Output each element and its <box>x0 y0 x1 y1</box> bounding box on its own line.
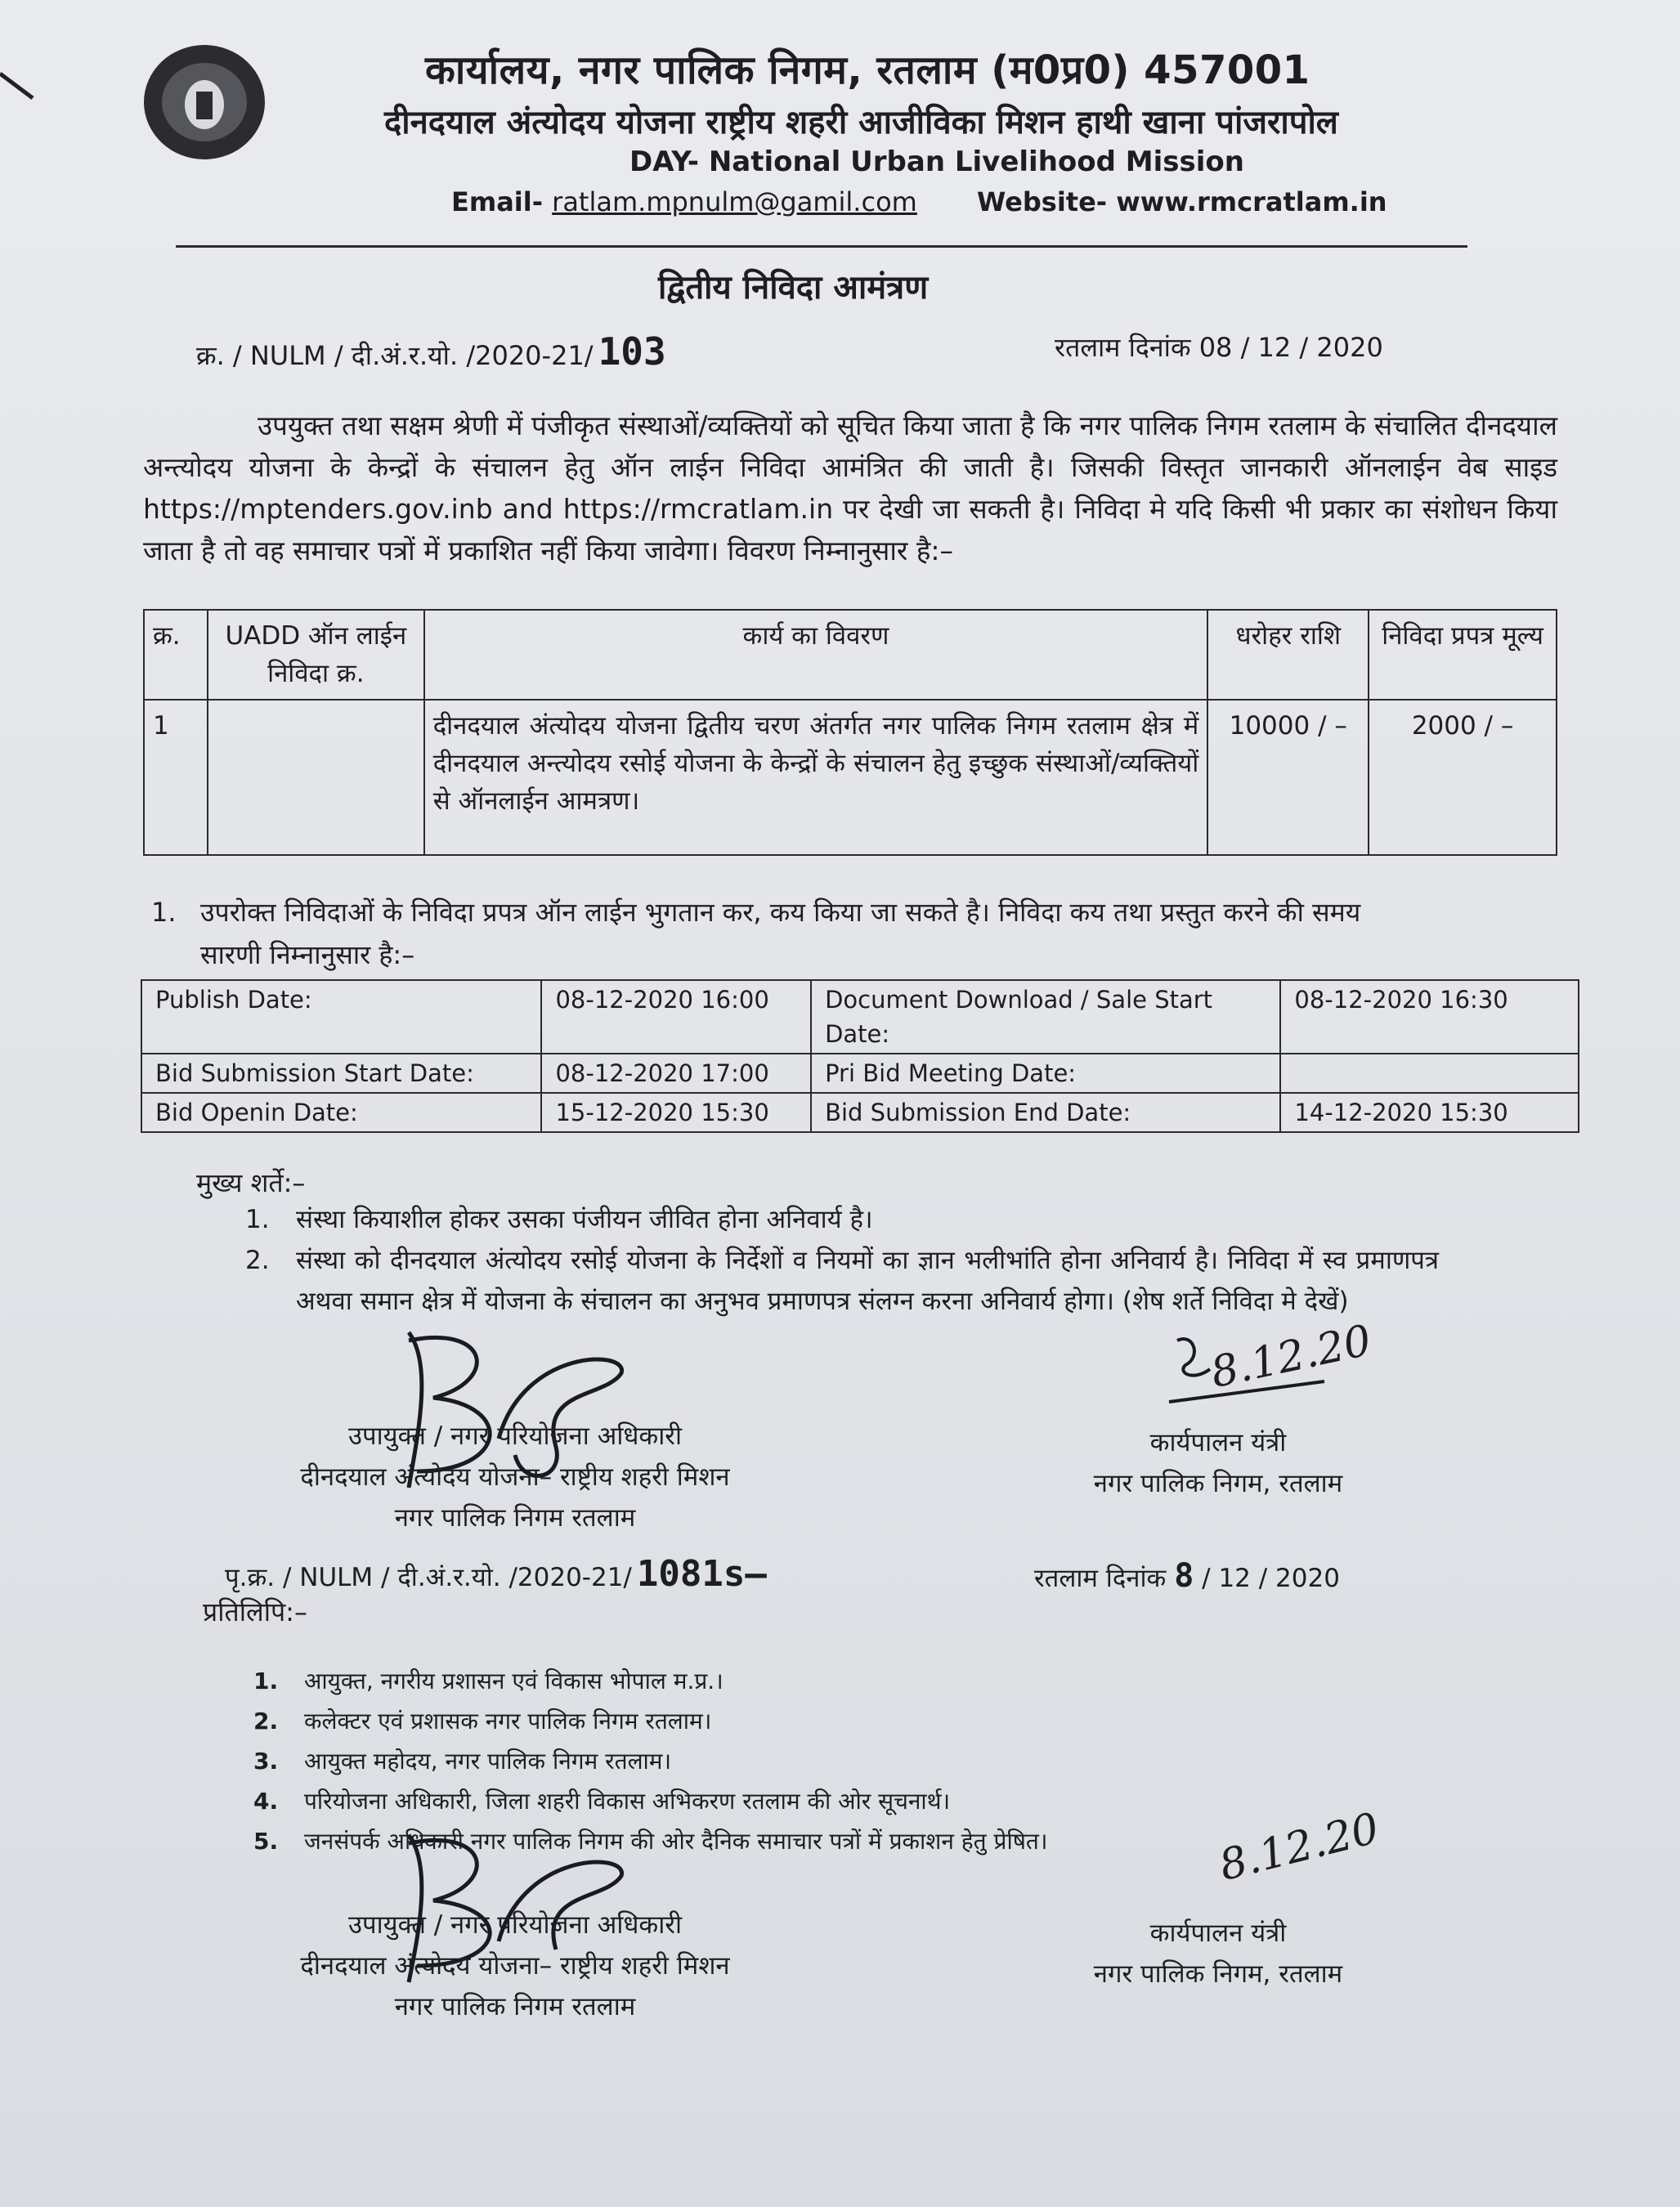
schedule-value: 08-12-2020 16:30 <box>1280 980 1579 1054</box>
endorsement-number <box>225 1553 767 1595</box>
email-label: Email- <box>451 186 544 217</box>
schedule-label: Publish Date: <box>141 980 541 1054</box>
mission-heading-english: DAY- National Urban Livelihood Mission <box>629 145 1244 178</box>
signatory-dept: दीनदयाल अंत्योदय योजना– राष्ट्रीय शहरी मिशन <box>300 1951 730 1981</box>
schedule-value: 08-12-2020 16:00 <box>541 980 811 1054</box>
signatory-title: उपायुक्त / नगर परियोजना अधिकारी <box>348 1421 682 1451</box>
tender-table <box>143 609 1557 856</box>
list-number: 3. <box>253 1748 279 1775</box>
schedule-value: 15-12-2020 15:30 <box>541 1093 811 1132</box>
copies-heading: प्रतिलिपि:– <box>203 1596 307 1627</box>
website-link[interactable]: Website- www.rmcratlam.in <box>977 186 1387 217</box>
col-work-description: कार्य का विवरण <box>424 610 1208 700</box>
table-row <box>141 980 1579 1054</box>
signatory-left <box>188 1416 842 1538</box>
signatory-title: कार्यपालन यंत्री <box>1149 1428 1287 1457</box>
reference-prefix: क्र. / NULM / दी.अं.र.यो. /2020-21/ <box>196 340 594 371</box>
list-item <box>253 1781 1316 1821</box>
tender-table-header <box>144 610 1557 700</box>
list-item <box>245 1240 1439 1322</box>
schedule-value: 08-12-2020 17:00 <box>541 1054 811 1093</box>
schedule-label: Document Download / Sale Start Date: <box>811 980 1280 1054</box>
endorsement-handwritten-number: 1081s– <box>636 1553 767 1595</box>
conditions-heading: मुख्य शर्ते:– <box>196 1167 306 1198</box>
list-text: कलेक्टर एवं प्रशासक नगर पालिक निगम रतलाम। <box>304 1708 712 1735</box>
signatory-org: नगर पालिक निगम रतलाम <box>394 1992 636 2021</box>
table-row <box>141 1054 1579 1093</box>
intro-paragraph: उपयुक्त तथा सक्षम श्रेणी में पंजीकृत संस्थाओं/व्यक्तियों को सूचित किया जाता है कि नगर पालिक निगम रतलाम के संचालित दीनदयाल अन्त्योदय योजना के केन्द्रों के संचालन हेतु ऑन लाईन निविदा आमंत्रित की जाती है। जिसकी विस्तृत जानकारी ऑनलाईन वेब साइड https://mptenders.gov.inb and https://rmcratlam.in पर देखी जा सकती है। निविदा मे यदि किसी भी प्रकार का संशोधन किया जाता है तो वह समाचार पत्रों में प्रकाशित नहीं किया जावेगा। विवरण निम्नानुसार है:– <box>143 410 1557 566</box>
conditions-list <box>245 1199 1439 1322</box>
mission-heading-hindi: दीनदयाल अंत्योदय योजना राष्ट्रीय शहरी आजीविका मिशन हाथी खाना पांजरापोल <box>384 104 1338 141</box>
endorsement-date-rest: / 12 / 2020 <box>1202 1564 1340 1593</box>
list-number: 2. <box>253 1708 279 1735</box>
email-link[interactable]: ratlam.mpnulm@gamil.com <box>552 186 917 217</box>
reference-number <box>196 329 666 374</box>
signatory-org: नगर पालिक निगम, रतलाम <box>1093 1959 1343 1989</box>
table-row <box>144 700 1557 855</box>
table-row <box>141 1093 1579 1132</box>
schedule-value <box>1280 1054 1579 1093</box>
col-form-price: निविदा प्रपत्र मूल्य <box>1369 610 1557 700</box>
signatory-title: उपायुक्त / नगर परियोजना अधिकारी <box>348 1910 682 1940</box>
office-heading: कार्यालय, नगर पालिक निगम, रतलाम (म0प्र0) 457001 <box>425 47 1310 93</box>
signatory-dept: दीनदयाल अंत्योदय योजना– राष्ट्रीय शहरी मिशन <box>300 1462 730 1492</box>
header-divider <box>176 245 1467 248</box>
schedule-label: Pri Bid Meeting Date: <box>811 1054 1280 1093</box>
signatory-org: नगर पालिक निगम रतलाम <box>394 1503 636 1533</box>
endorsement-date-prefix: रतलाम दिनांक <box>1034 1564 1167 1593</box>
municipal-emblem-icon <box>139 41 270 163</box>
signatory-org: नगर पालिक निगम, रतलाम <box>1093 1469 1343 1498</box>
note-item <box>151 891 1394 976</box>
document-title: द्वितीय निविदा आमंत्रण <box>658 269 929 307</box>
signatory-right <box>1022 1422 1414 1504</box>
list-number: 2. <box>245 1246 270 1275</box>
endorsement-date <box>1034 1557 1340 1595</box>
cell-earnest-money: 10000 / – <box>1207 700 1369 855</box>
signature-date: 8.12.20 <box>1206 1316 1376 1398</box>
schedule-label: Bid Submission End Date: <box>811 1093 1280 1132</box>
cell-form-price: 2000 / – <box>1369 700 1557 855</box>
col-uadd-no: UADD ऑन लाईन निविदा क्र. <box>208 610 424 700</box>
cell-uadd-no <box>208 700 424 855</box>
signatory-title: कार्यपालन यंत्री <box>1149 1918 1287 1948</box>
list-number: 1. <box>253 1668 279 1694</box>
signatory-right <box>1022 1913 1414 1994</box>
list-text: परियोजना अधिकारी, जिला शहरी विकास अभिकरण रतलाम की ओर सूचनार्थ। <box>304 1788 951 1815</box>
list-item <box>253 1741 1316 1781</box>
cell-serial: 1 <box>144 700 208 855</box>
signatory-left <box>188 1905 842 2027</box>
endorsement-date-day: 8 <box>1174 1557 1194 1595</box>
list-item <box>253 1661 1316 1701</box>
signature-date: 8.12.20 <box>1214 1803 1384 1891</box>
note-number: 1. <box>151 897 177 928</box>
col-earnest-money: धरोहर राशि <box>1207 610 1369 700</box>
schedule-label: Bid Openin Date: <box>141 1093 541 1132</box>
endorsement-prefix: पृ.क्र. / NULM / दी.अं.र.यो. /2020-21/ <box>225 1563 632 1592</box>
issue-date: रतलाम दिनांक 08 / 12 / 2020 <box>1055 332 1383 363</box>
list-number: 4. <box>253 1788 279 1815</box>
list-text: संस्था कियाशील होकर उसका पंजीयन जीवित होना अनिवार्य है। <box>296 1205 873 1234</box>
col-serial: क्र. <box>144 610 208 700</box>
list-item <box>253 1701 1316 1741</box>
schedule-value: 14-12-2020 15:30 <box>1280 1093 1579 1132</box>
note-text: उपरोक्त निविदाओं के निविदा प्रपत्र ऑन लाईन भुगतान कर, कय किया जा सकते है। निविदा कय तथा प्रस्तुत करने की समय सारणी निम्नानुसार है:– <box>200 897 1361 970</box>
email-line <box>451 186 917 217</box>
schedule-table <box>141 979 1579 1133</box>
cell-work-description: दीनदयाल अंत्योदय योजना द्वितीय चरण अंतर्गत नगर पालिक निगम रतलाम क्षेत्र में दीनदयाल अन्त्योदय रसोई योजना के केन्द्रों के संचालन हेतु इच्छुक संस्थाओं/व्यक्तियों से ऑनलाईन आमत्रण। <box>424 700 1208 855</box>
reference-handwritten-number: 103 <box>598 329 666 374</box>
schedule-label: Bid Submission Start Date: <box>141 1054 541 1093</box>
list-number: 1. <box>245 1205 270 1234</box>
list-text: जनसंपर्क अधिकारी नगर पालिक निगम की ओर दैनिक समाचार पत्रों में प्रकाशन हेतु प्रेषित। <box>304 1828 1048 1855</box>
list-text: आयुक्त महोदय, नगर पालिक निगम रतलाम। <box>304 1748 672 1775</box>
list-text: संस्था को दीनदयाल अंत्योदय रसोई योजना के निर्देशों व नियमों का ज्ञान भलीभांति होना अनिवार्य है। निविदा में स्व प्रमाणपत्र अथवा समान क्षेत्र में योजना के संचालन का अनुभव प्रमाणपत्र संलग्न करना अनिवार्य होगा। (शेष शर्ते निविदा मे देखें) <box>296 1246 1439 1316</box>
list-number: 5. <box>253 1828 279 1855</box>
paper-edge-mark <box>0 65 41 106</box>
list-text: आयुक्त, नगरीय प्रशासन एवं विकास भोपाल म.प्र.। <box>304 1668 724 1694</box>
list-item <box>245 1199 1439 1240</box>
